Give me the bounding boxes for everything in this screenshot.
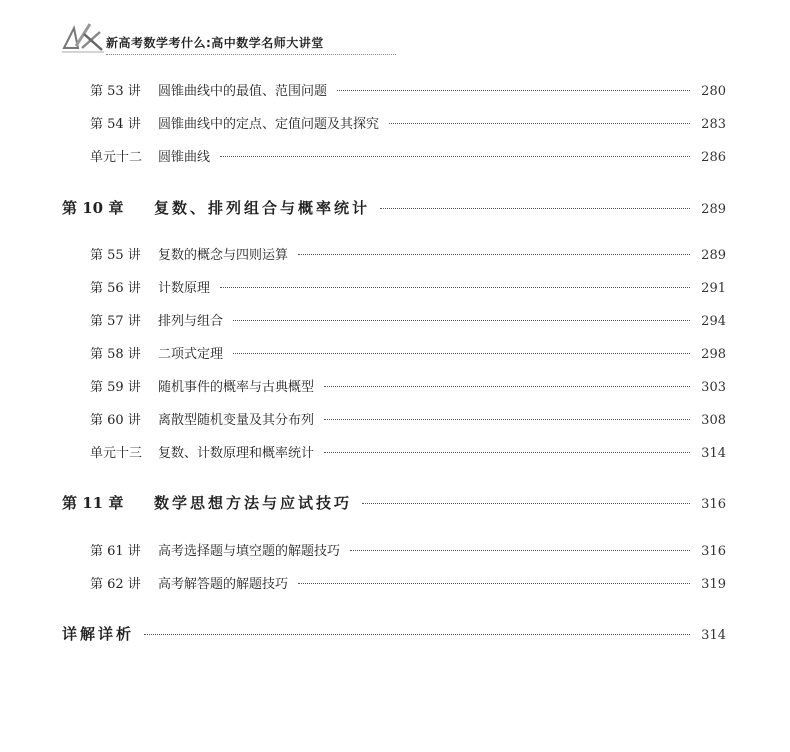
toc-entry-number: 单元十三 — [90, 446, 143, 461]
dot-leader — [389, 123, 690, 124]
dot-leader — [220, 287, 690, 288]
toc-entry-page: 286 — [701, 150, 726, 165]
toc-entry-title: 二项式定理 — [158, 347, 224, 362]
toc-entry-number: 第 57 讲 — [90, 314, 141, 329]
toc-entry[interactable] — [90, 376, 726, 398]
toc-entry[interactable] — [90, 310, 726, 332]
toc-entry-page: 314 — [701, 446, 726, 461]
dot-leader — [324, 386, 690, 387]
toc-entry-title: 高考选择题与填空题的解题技巧 — [158, 544, 341, 559]
toc-entry-number: 单元十二 — [90, 150, 143, 165]
answers-title: 详解详析 — [62, 625, 135, 643]
toc-entry[interactable] — [90, 409, 726, 431]
chapter-number: 第 11 章 — [62, 494, 124, 512]
chapter-title: 数学思想方法与应试技巧 — [154, 494, 353, 512]
toc-entry-page: 298 — [701, 347, 726, 362]
dot-leader — [380, 208, 690, 209]
toc-entry[interactable] — [90, 244, 726, 266]
toc-entry-number: 第 55 讲 — [90, 248, 141, 263]
toc-entry-title: 排列与组合 — [158, 314, 224, 329]
toc-entry-title: 复数的概念与四则运算 — [158, 248, 289, 263]
chapter-page: 289 — [701, 202, 726, 217]
toc-entry-page: 303 — [701, 380, 726, 395]
toc-entry-page: 319 — [701, 577, 726, 592]
toc-entry-number: 第 60 讲 — [90, 413, 141, 428]
toc-entry[interactable] — [90, 573, 726, 595]
dot-leader — [233, 320, 690, 321]
dot-leader — [233, 353, 690, 354]
chapter-number: 第 10 章 — [62, 199, 124, 217]
toc-entry-page: 283 — [701, 117, 726, 132]
toc-entry-page: 294 — [701, 314, 726, 329]
chapter-title: 复数、排列组合与概率统计 — [154, 199, 371, 217]
dot-leader — [324, 419, 690, 420]
toc-entry[interactable] — [90, 80, 726, 102]
toc-entry[interactable] — [90, 277, 726, 299]
toc-answers[interactable] — [62, 623, 726, 645]
dot-leader — [144, 634, 690, 635]
toc-entry[interactable] — [90, 113, 726, 135]
dot-leader — [220, 156, 690, 157]
toc-entry-number: 第 58 讲 — [90, 347, 141, 362]
page-header — [60, 18, 360, 62]
toc-entry-title: 复数、计数原理和概率统计 — [158, 446, 315, 461]
toc-chapter[interactable] — [62, 492, 726, 514]
chapter-page: 316 — [701, 497, 726, 512]
toc-entry-page: 308 — [701, 413, 726, 428]
toc-chapter[interactable] — [62, 197, 726, 219]
dot-leader — [337, 90, 690, 91]
toc-entry-title: 计数原理 — [158, 281, 211, 296]
toc-entry-number: 第 54 讲 — [90, 117, 141, 132]
toc-entry-number: 第 61 讲 — [90, 544, 141, 559]
header-divider — [106, 54, 396, 55]
toc-entry[interactable] — [90, 343, 726, 365]
toc-entry-page: 291 — [701, 281, 726, 296]
toc-entry-page: 316 — [701, 544, 726, 559]
book-logo-icon — [60, 18, 106, 58]
toc-entry-title: 随机事件的概率与古典概型 — [158, 380, 315, 395]
toc-entry-title: 圆锥曲线 — [158, 150, 211, 165]
dot-leader — [350, 550, 690, 551]
toc-entry-title: 离散型随机变量及其分布列 — [158, 413, 315, 428]
book-title: 新高考数学考什么:高中数学名师大讲堂 — [106, 36, 324, 50]
toc-entry[interactable] — [90, 146, 726, 168]
toc-entry-number: 第 53 讲 — [90, 84, 141, 99]
dot-leader — [324, 452, 690, 453]
toc-entry-number: 第 59 讲 — [90, 380, 141, 395]
answers-page: 314 — [701, 628, 726, 643]
toc-entry-title: 圆锥曲线中的最值、范围问题 — [158, 84, 328, 99]
toc-entry-number: 第 62 讲 — [90, 577, 141, 592]
dot-leader — [298, 254, 690, 255]
toc-entry-number: 第 56 讲 — [90, 281, 141, 296]
toc-entry-title: 圆锥曲线中的定点、定值问题及其探究 — [158, 117, 380, 132]
toc-entry-title: 高考解答题的解题技巧 — [158, 577, 289, 592]
toc-entry[interactable] — [90, 442, 726, 464]
toc-entry[interactable] — [90, 540, 726, 562]
dot-leader — [362, 503, 690, 504]
toc-entry-page: 280 — [701, 84, 726, 99]
dot-leader — [298, 583, 690, 584]
toc-entry-page: 289 — [701, 248, 726, 263]
